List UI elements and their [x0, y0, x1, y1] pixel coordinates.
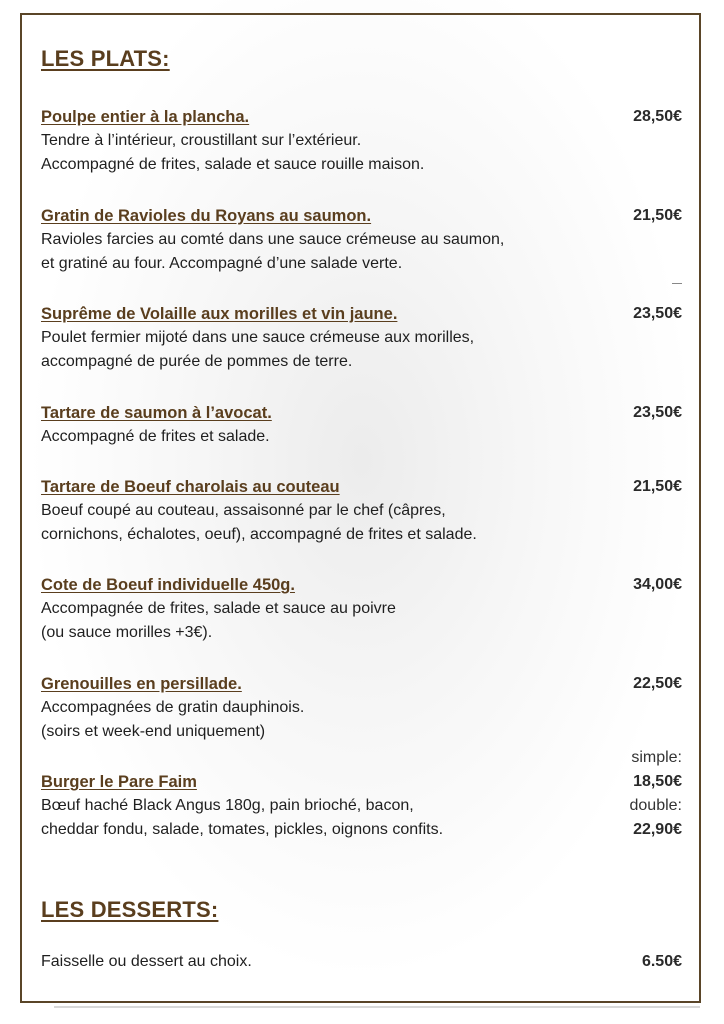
item-desc: accompagné de purée de pommes de terre.: [41, 353, 353, 370]
item-price: 23,50€: [633, 305, 682, 322]
menu-item-poulpe: [41, 105, 686, 177]
item-name: Poulpe entier à la plancha.: [41, 108, 250, 126]
menu-item-supreme-volaille: [41, 302, 686, 374]
item-price: 28,50€: [633, 108, 682, 125]
item-name: Tartare de saumon à l’avocat.: [41, 404, 272, 422]
item-price: 21,50€: [633, 478, 682, 495]
item-desc: Accompagnées de gratin dauphinois.: [41, 699, 305, 716]
price-simple: 18,50€: [633, 773, 682, 790]
item-price: 22,50€: [633, 675, 682, 692]
menu-item-gratin-ravioles: [41, 204, 686, 276]
item-name: Grenouilles en persillade.: [41, 675, 242, 693]
item-name: Suprême de Volaille aux morilles et vin jaune.: [41, 305, 398, 323]
item-desc: Poulet fermier mijoté dans une sauce crémeuse aux morilles,: [41, 329, 475, 346]
item-desc: Boeuf coupé au couteau, assaisonné par le chef (câpres,: [41, 502, 446, 519]
item-desc: cornichons, échalotes, oeuf), accompagné de frites et salade.: [41, 526, 477, 543]
item-desc: Accompagné de frites, salade et sauce rouille maison.: [41, 156, 425, 173]
item-price: 23,50€: [633, 404, 682, 421]
plats-title: LES PLATS:: [41, 46, 170, 71]
item-name: Tartare de Boeuf charolais au couteau: [41, 478, 340, 496]
menu-item-tartare-saumon: [41, 401, 686, 449]
stray-mark: [672, 283, 682, 284]
dessert-price: 6.50€: [641, 953, 682, 970]
item-desc: cheddar fondu, salade, tomates, pickles, oignons confits.: [41, 821, 444, 838]
item-desc: (soirs et week-end uniquement): [41, 723, 266, 740]
item-desc: Accompagnée de frites, salade et sauce au poivre: [41, 600, 396, 617]
menu-item-grenouilles: [41, 672, 686, 744]
item-name: Burger le Pare Faim: [41, 773, 197, 791]
dessert-item: [41, 950, 686, 974]
item-desc: et gratiné au four. Accompagné d’une salade verte.: [41, 255, 403, 272]
item-desc: (ou sauce morilles +3€).: [41, 624, 213, 641]
menu-item-cote-boeuf: [41, 573, 686, 645]
price-double-label: double:: [629, 797, 682, 814]
item-price: 21,50€: [633, 207, 682, 224]
item-desc: Ravioles farcies au comté dans une sauce crémeuse au saumon,: [41, 231, 505, 248]
item-desc: Bœuf haché Black Angus 180g, pain brioché, bacon,: [41, 797, 414, 814]
item-name: Cote de Boeuf individuelle 450g.: [41, 576, 295, 594]
menu-item-burger: [41, 770, 686, 842]
item-name: Gratin de Ravioles du Royans au saumon.: [41, 207, 372, 225]
item-price: 34,00€: [633, 576, 682, 593]
frame-shadow: [54, 1006, 700, 1008]
price-simple-label: simple:: [631, 749, 682, 766]
menu-item-tartare-boeuf: [41, 475, 686, 547]
dessert-name: Faisselle ou dessert au choix.: [41, 953, 252, 970]
desserts-title: LES DESSERTS:: [41, 897, 219, 922]
burger-price-stack: [630, 746, 683, 842]
item-desc: Tendre à l’intérieur, croustillant sur l’extérieur.: [41, 132, 362, 149]
item-desc: Accompagné de frites et salade.: [41, 428, 270, 445]
price-double: 22,90€: [633, 821, 682, 838]
